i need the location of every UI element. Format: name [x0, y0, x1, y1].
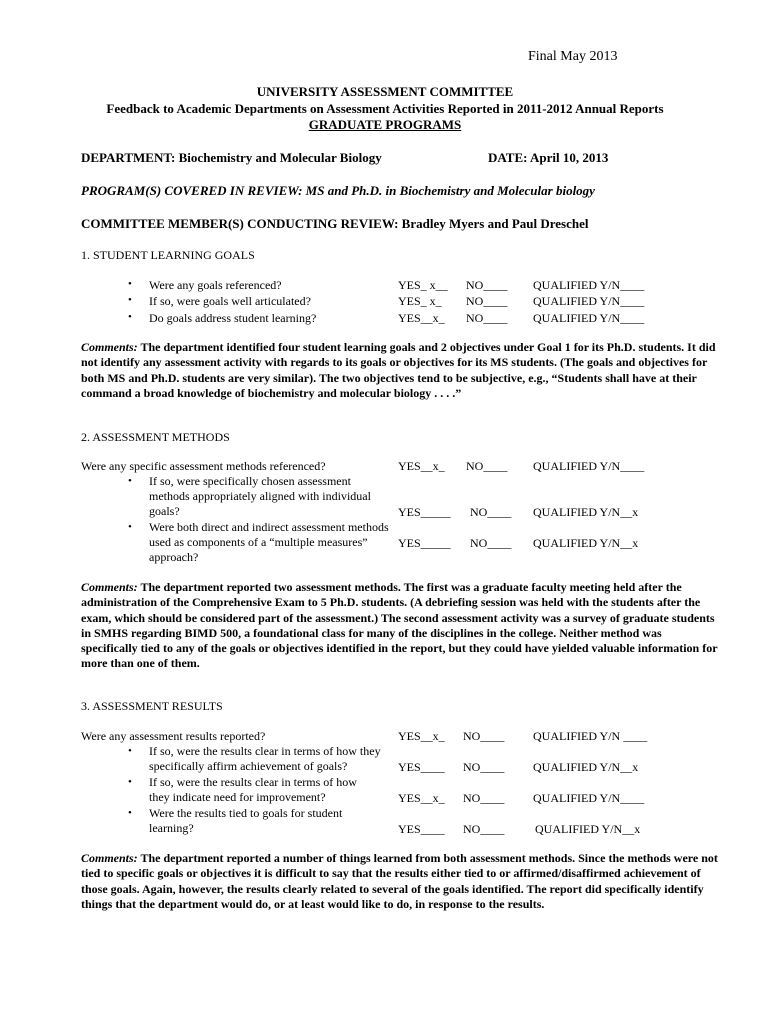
bullet-icon: •: [128, 521, 132, 533]
s1-row2: [0, 294, 770, 310]
s2-sub2-yes: YES_____: [398, 536, 451, 550]
s3-sub1-no: NO____: [463, 760, 505, 774]
s3-main-qualified: QUALIFIED Y/N ____: [533, 729, 648, 743]
s3-sub3-qualified: QUALIFIED Y/N__x: [535, 822, 641, 836]
final-date: Final May 2013: [528, 49, 618, 64]
programs-covered: PROGRAM(S) COVERED IN REVIEW: MS and Ph.D. in Biochemistry and Molecular biology: [81, 183, 595, 198]
report-subtitle: Feedback to Academic Departments on Assessment Activities Reported in 2011-2012 Annual Reports: [106, 101, 664, 116]
s1-q3-no: NO____: [466, 311, 508, 325]
s2-sub1-no: NO____: [470, 505, 512, 519]
section3-comment-text: The department reported a number of things learned from both assessment methods. Since the methods were not tied to specific goals or objectives it is difficult to say that the results either tied to or affirmed/disaffirmed achievement of those goals. Again, however, the results clearly related to several of the goals identified. The report did specifically identify things that the department would do, or at least would like to do, in response to the results.: [81, 851, 718, 911]
s1-q3-yes: YES__x_: [398, 311, 445, 325]
s1-q2: If so, were goals well articulated?: [149, 294, 311, 308]
bullet-icon: •: [128, 311, 132, 323]
s1-q1-yes: YES_ x__: [398, 278, 448, 292]
s3-sub2-qualified: QUALIFIED Y/N____: [533, 791, 645, 805]
section3-title: 3. ASSESSMENT RESULTS: [81, 699, 223, 713]
s2-sub2-qualified: QUALIFIED Y/N__x: [533, 536, 639, 550]
s1-row3: [0, 311, 770, 327]
s3-main-q: Were any assessment results reported?: [81, 729, 266, 743]
bullet-icon: •: [128, 776, 132, 788]
s1-q1: Were any goals referenced?: [149, 278, 282, 292]
comments-label: Comments:: [81, 340, 138, 354]
section1-title: 1. STUDENT LEARNING GOALS: [81, 248, 255, 262]
section2-comments: [81, 580, 721, 672]
bullet-icon: •: [128, 294, 132, 306]
program-type: [0, 117, 770, 133]
department: DEPARTMENT: Biochemistry and Molecular Biology: [81, 150, 382, 165]
s3-sub1-yes: YES____: [398, 760, 445, 774]
program-type-text: GRADUATE PROGRAMS: [308, 117, 462, 132]
s1-q3-qualified: QUALIFIED Y/N____: [533, 311, 645, 325]
bullet-icon: •: [128, 278, 132, 290]
s3-sub2-no: NO____: [463, 791, 505, 805]
s1-q2-qualified: QUALIFIED Y/N____: [533, 294, 645, 308]
s3-sub3-q: Were the results tied to goals for student learning?: [149, 806, 343, 836]
bullet-icon: •: [128, 807, 132, 819]
comments-label: Comments:: [81, 580, 138, 594]
s2-sub2-no: NO____: [470, 536, 512, 550]
s1-q2-yes: YES_ x_: [398, 294, 442, 308]
section2-comment-text: The department reported two assessment methods. The first was a graduate faculty meeting held after the administration of the Comprehensive Exam to 5 Ph.D. students. (A debriefing session was held with the students after the exam, which should be considered part of the assessment.) The second assessment activity was a survey of graduate students in SMHS regarding BIMD 500, a foundational class for many of the disciplines in the college. Neither method was specifically tied to any of the goals or objectives identified in the report, but they could have yielded valuable information for more than one of them.: [81, 580, 718, 671]
bullet-icon: •: [128, 475, 132, 487]
s2-main-yes: YES__x_: [398, 459, 445, 473]
s3-sub3-yes: YES____: [398, 822, 445, 836]
section1-comment-text: The department identified four student learning goals and 2 objectives under Goal 1 for its Ph.D. students. It did not identify any assessment activity with regards to its goals or objectives for its MS students. (The goals and objectives for both MS and Ph.D. students are very similar). The two objectives tend to be subjective, e.g., “Students shall have at their command a broad knowledge of biochemistry and molecular biology . . . .”: [81, 340, 716, 400]
s3-sub3-no: NO____: [463, 822, 505, 836]
s3-main-yes: YES__x_: [398, 729, 445, 743]
s2-sub1-q: If so, were specifically chosen assessment methods appropriately aligned with individual goals?: [149, 474, 371, 519]
s2-main-q: Were any specific assessment methods referenced?: [81, 459, 326, 473]
s1-q2-no: NO____: [466, 294, 508, 308]
bullet-icon: •: [128, 745, 132, 757]
s3-sub1-q: If so, were the results clear in terms of how they specifically affirm achievement of goals?: [149, 744, 381, 774]
section1-comments: [81, 340, 721, 401]
s2-sub1-qualified: QUALIFIED Y/N__x: [533, 505, 639, 519]
comments-label: Comments:: [81, 851, 138, 865]
review-date: DATE: April 10, 2013: [488, 150, 609, 165]
committee-title: UNIVERSITY ASSESSMENT COMMITTEE: [256, 84, 514, 99]
s3-sub1-qualified: QUALIFIED Y/N__x: [533, 760, 639, 774]
s3-sub2-q: If so, were the results clear in terms of how they indicate need for improvement?: [149, 775, 357, 805]
section3-comments: [81, 851, 721, 912]
s3-main-no: NO____: [463, 729, 505, 743]
s1-q1-no: NO____: [466, 278, 508, 292]
s1-q3: Do goals address student learning?: [149, 311, 317, 325]
s1-q1-qualified: QUALIFIED Y/N____: [533, 278, 645, 292]
committee-members: COMMITTEE MEMBER(S) CONDUCTING REVIEW: Bradley Myers and Paul Dreschel: [81, 216, 589, 231]
s2-main-qualified: QUALIFIED Y/N____: [533, 459, 645, 473]
section2-title: 2. ASSESSMENT METHODS: [81, 430, 230, 444]
s3-sub2-yes: YES__x_: [398, 791, 445, 805]
s2-sub2-q: Were both direct and indirect assessment methods used as components of a “multiple measures” approach?: [149, 520, 389, 565]
s1-row1: [0, 278, 770, 294]
s2-sub1-yes: YES_____: [398, 505, 451, 519]
s2-main-no: NO____: [466, 459, 508, 473]
